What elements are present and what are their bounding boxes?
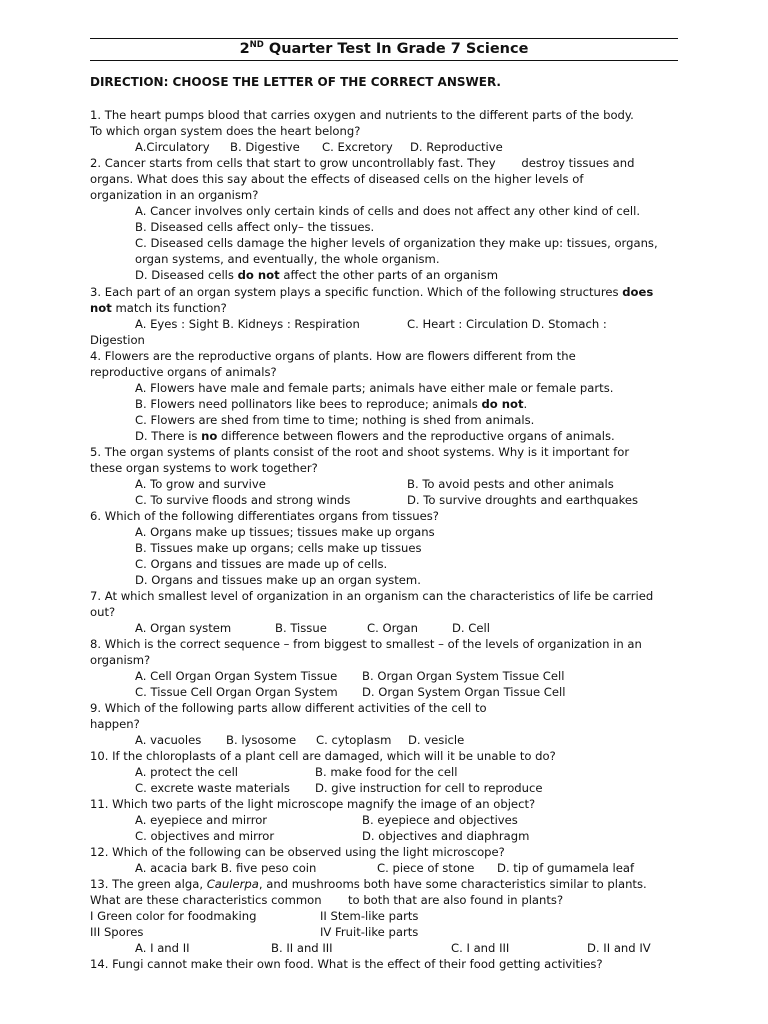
q7-option-a: A. Organ system (135, 621, 232, 635)
q5-option-b: B. To avoid pests and other animals (407, 477, 614, 491)
q13-item-iii: III Spores (90, 925, 144, 939)
q9-option-b: B. lysosome (226, 733, 297, 747)
q9-option-c: C. cytoplasm (316, 733, 392, 747)
q1-option-a: A.Circulatory (135, 140, 210, 154)
q2-option-c-line-2: organ systems, and eventually, the whole organism. (135, 252, 440, 266)
q10-option-c: C. excrete waste materials (135, 781, 290, 795)
q2-option-d (135, 267, 498, 283)
q1-option-d: D. Reproductive (410, 140, 503, 154)
q2-line-1: 2. Cancer starts from cells that start to grow uncontrollably fast. They destroy tissues and (90, 156, 635, 170)
q11-option-c: C. objectives and mirror (135, 829, 275, 843)
q4-option-b-post: . (523, 397, 528, 411)
q13-line-2a: What are these characteristics common (90, 893, 322, 907)
q2-option-b: B. Diseased cells affect only– the tissues. (135, 220, 375, 234)
q5-option-d: D. To survive droughts and earthquakes (407, 493, 639, 507)
q2-option-d-pre: D. Diseased cells (135, 268, 238, 282)
q2-line-2: organs. What does this say about the effects of diseased cells on the higher levels of (90, 172, 584, 186)
q8-line-1: 8. Which is the correct sequence – from biggest to smallest – of the levels of organization in an (90, 637, 642, 651)
q4-option-a: A. Flowers have male and female parts; animals have either male or female parts. (135, 381, 614, 395)
q13-item-ii: II Stem-like parts (320, 909, 419, 923)
q7-line-1: 7. At which smallest level of organization in an organism can the characteristics of life be carried (90, 589, 654, 603)
top-rule (90, 38, 678, 39)
q3-line-2-bold: not (90, 301, 112, 315)
q7-line-2: out? (90, 605, 116, 619)
q9-option-a: A. vacuoles (135, 733, 202, 747)
q2-option-d-post: affect the other parts of an organism (279, 268, 499, 282)
q12-option-c: C. piece of stone (377, 861, 475, 875)
q5-option-a: A. To grow and survive (135, 477, 266, 491)
direction-line: DIRECTION: CHOOSE THE LETTER OF THE CORRECT ANSWER. (90, 75, 501, 89)
q13-line-1-post: , and mushrooms both have some characteristics similar to plants. (258, 877, 647, 891)
q2-line-3: organization in an organism? (90, 188, 259, 202)
q3-options-cd: C. Heart : Circulation D. Stomach : (407, 317, 607, 331)
q5-line-1: 5. The organ systems of plants consist of the root and shoot systems. Why is it important for (90, 445, 630, 459)
q3-options-ab: A. Eyes : Sight B. Kidneys : Respiration (135, 317, 360, 331)
q6-option-b: B. Tissues make up organs; cells make up tissues (135, 541, 422, 555)
q6-option-c: C. Organs and tissues are made up of cells. (135, 557, 388, 571)
q12-line-1: 12. Which of the following can be observed using the light microscope? (90, 845, 505, 859)
q5-option-c: C. To survive floods and strong winds (135, 493, 351, 507)
q14-line-1: 14. Fungi cannot make their own food. What is the effect of their food getting activities? (90, 957, 603, 971)
q11-option-b: B. eyepiece and objectives (362, 813, 518, 827)
q8-option-d: D. Organ System Organ Tissue Cell (362, 685, 566, 699)
q3-line-2 (90, 300, 227, 316)
q13-option-c: C. I and III (451, 941, 510, 955)
q11-line-1: 11. Which two parts of the light microscope magnify the image of an object? (90, 797, 536, 811)
q2-option-d-bold: do not (237, 268, 280, 282)
q1-line-1: 1. The heart pumps blood that carries oxygen and nutrients to the different parts of the body. (90, 108, 634, 122)
q10-line-1: 10. If the chloroplasts of a plant cell are damaged, which will it be unable to do? (90, 749, 556, 763)
q12-options-ab: A. acacia bark B. five peso coin (135, 861, 317, 875)
q2-option-a: A. Cancer involves only certain kinds of cells and does not affect any other kind of cell. (135, 204, 641, 218)
q6-line-1: 6. Which of the following differentiates organs from tissues? (90, 509, 439, 523)
q3-line-1 (90, 284, 653, 300)
title-number: 2 (239, 40, 250, 57)
q6-option-d: D. Organs and tissues make up an organ system. (135, 573, 421, 587)
q10-option-d: D. give instruction for cell to reproduce (315, 781, 543, 795)
q4-option-c: C. Flowers are shed from time to time; nothing is shed from animals. (135, 413, 535, 427)
q8-line-2: organism? (90, 653, 151, 667)
q3-line-2-post: match its function? (111, 301, 227, 315)
q2-option-c-line-1: C. Diseased cells damage the higher levels of organization they make up: tissues, organs, (135, 236, 658, 250)
q7-option-c: C. Organ (367, 621, 418, 635)
q10-option-a: A. protect the cell (135, 765, 239, 779)
q9-option-d: D. vesicle (408, 733, 465, 747)
q1-option-b: B. Digestive (230, 140, 300, 154)
q13-line-1-italic: Caulerpa (206, 877, 259, 891)
q4-option-b (135, 396, 527, 412)
q13-item-i: I Green color for foodmaking (90, 909, 257, 923)
q3-line-1-bold: does (622, 285, 654, 299)
q13-item-iv: IV Fruit-like parts (320, 925, 419, 939)
q13-option-b: B. II and III (271, 941, 333, 955)
q10-option-b: B. make food for the cell (315, 765, 458, 779)
q13-option-a: A. I and II (135, 941, 190, 955)
q12-option-d: D. tip of gumamela leaf (497, 861, 635, 875)
q13-option-d: D. II and IV (587, 941, 651, 955)
q8-option-a: A. Cell Organ Organ System Tissue (135, 669, 338, 683)
q4-line-1: 4. Flowers are the reproductive organs of plants. How are flowers different from the (90, 349, 576, 363)
q3-line-4: Digestion (90, 333, 145, 347)
q5-line-2: these organ systems to work together? (90, 461, 318, 475)
q8-option-c: C. Tissue Cell Organ Organ System (135, 685, 338, 699)
q6-option-a: A. Organs make up tissues; tissues make up organs (135, 525, 435, 539)
q7-option-d: D. Cell (452, 621, 490, 635)
q13-line-2b: to both that are also found in plants? (348, 893, 564, 907)
bottom-rule (90, 60, 678, 61)
q3-line-1-pre: 3. Each part of an organ system plays a specific function. Which of the following structures (90, 285, 623, 299)
title-text: Quarter Test In Grade 7 Science (263, 40, 529, 57)
q11-option-d: D. objectives and diaphragm (362, 829, 530, 843)
q8-option-b: B. Organ Organ System Tissue Cell (362, 669, 565, 683)
q4-option-d-bold: no (201, 429, 218, 443)
q7-option-b: B. Tissue (275, 621, 327, 635)
q1-option-c: C. Excretory (322, 140, 393, 154)
q4-option-d-post: difference between flowers and the reproductive organs of animals. (217, 429, 615, 443)
q9-line-2: happen? (90, 717, 140, 731)
q11-option-a: A. eyepiece and mirror (135, 813, 268, 827)
page-title (90, 40, 678, 57)
q4-option-d-pre: D. There is (135, 429, 202, 443)
q13-line-1 (90, 876, 647, 892)
title-superscript: ND (249, 40, 264, 50)
q4-option-b-pre: B. Flowers need pollinators like bees to reproduce; animals (135, 397, 482, 411)
q9-line-1: 9. Which of the following parts allow different activities of the cell to (90, 701, 487, 715)
q1-line-2: To which organ system does the heart belong? (90, 124, 361, 138)
q4-option-d (135, 428, 615, 444)
q13-line-1-pre: 13. The green alga, (90, 877, 207, 891)
q4-line-2: reproductive organs of animals? (90, 365, 277, 379)
q4-option-b-bold: do not (481, 397, 524, 411)
